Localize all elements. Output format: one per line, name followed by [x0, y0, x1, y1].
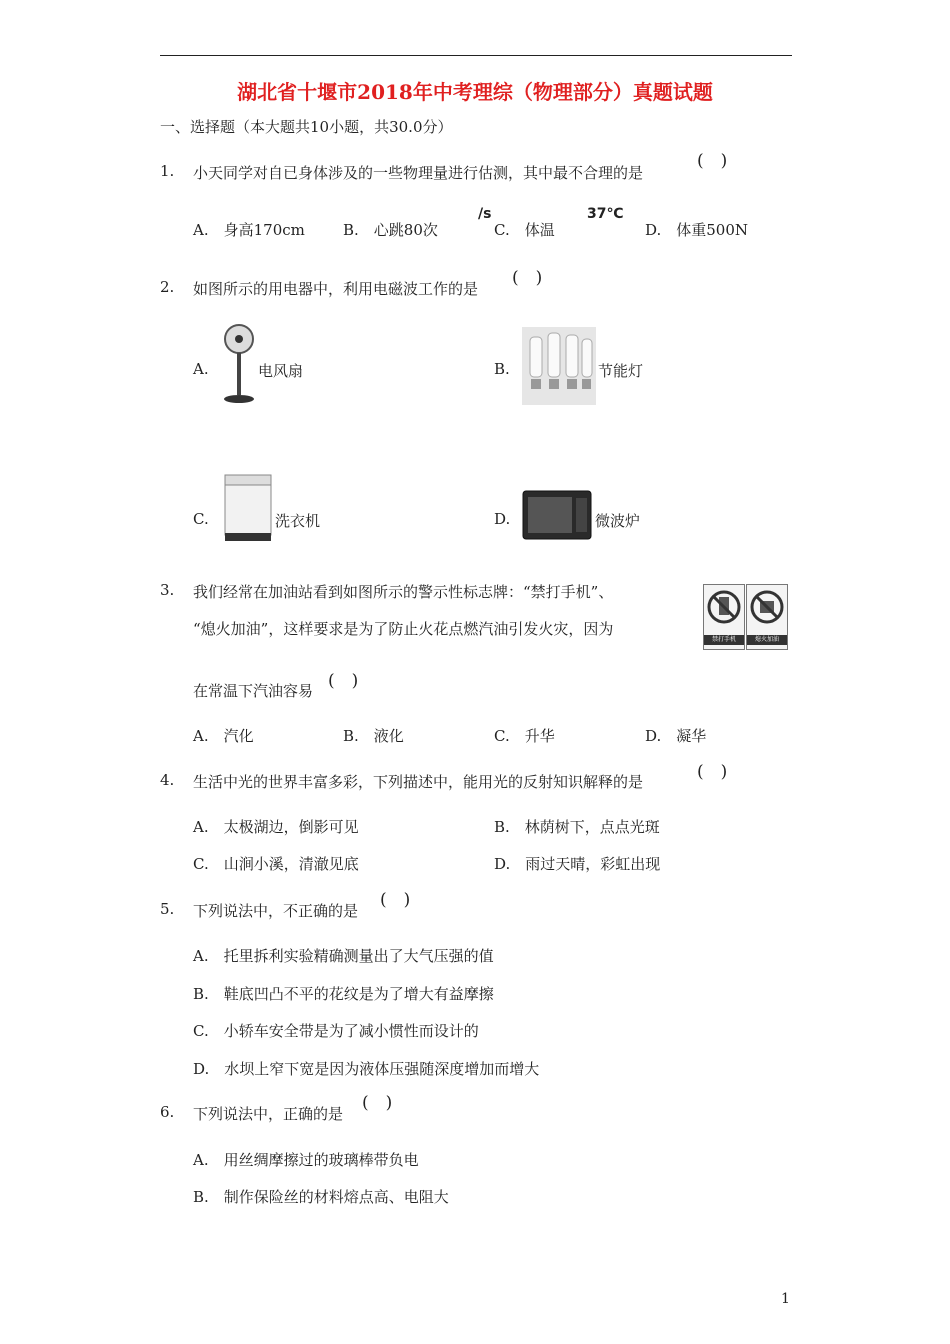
q2-option-c-label: 洗衣机	[275, 512, 321, 530]
q6-option-a: A. 用丝绸摩擦过的玻璃棒带负电	[193, 1151, 419, 1169]
q1-option-a: A. 身高170cm	[193, 221, 305, 239]
header-rule	[160, 55, 792, 56]
q4-option-d: D. 雨过天晴，彩虹出现	[494, 855, 661, 873]
q5-stem: 下列说法中，不正确的是	[193, 902, 359, 920]
q1-option-b-unit: /s	[478, 206, 492, 222]
page-number: 1	[781, 1291, 790, 1307]
energy-saving-lamp-image	[522, 327, 596, 405]
q2-option-b-letter: B.	[494, 360, 510, 378]
q3-line-3: 在常温下汽油容易	[193, 682, 314, 700]
q1-option-b: B. 心跳80次	[343, 221, 438, 239]
q6-stem: 下列说法中，正确的是	[193, 1105, 344, 1123]
q1-option-c-value: 37℃	[587, 206, 624, 222]
q4-number: 4.	[160, 771, 175, 789]
q5-option-d: D. 水坝上窄下宽是因为液体压强随深度增加而增大	[193, 1060, 540, 1078]
q1-stem: 小天同学对自已身体涉及的一些物理量进行估测，其中最不合理的是	[193, 164, 644, 182]
q5-option-a: A. 托里拆利实验精确测量出了大气压强的值	[193, 947, 494, 965]
q3-option-a: A. 汽化	[193, 727, 254, 745]
q2-option-d-label: 微波炉	[595, 512, 641, 530]
q1-option-c: C. 体温	[494, 221, 555, 239]
q5-option-b: B. 鞋底凹凸不平的花纹是为了增大有益摩擦	[193, 985, 494, 1003]
q1-number: 1.	[160, 162, 175, 180]
engine-off-sign	[746, 584, 788, 650]
no-phone-sign	[703, 584, 745, 650]
q4-answer-paren: ( )	[697, 762, 728, 782]
q6-number: 6.	[160, 1103, 175, 1121]
q4-option-b: B. 林荫树下，点点光斑	[494, 818, 660, 836]
q5-number: 5.	[160, 900, 175, 918]
q3-option-c: C. 升华	[494, 727, 555, 745]
engine-off-icon	[747, 585, 787, 631]
q6-option-b: B. 制作保险丝的材料熔点高、电阻大	[193, 1188, 449, 1206]
q2-answer-paren: ( )	[512, 268, 543, 288]
q3-answer-paren: ( )	[328, 671, 359, 691]
engine-off-sign-label: 熄火加油	[747, 635, 787, 645]
q2-option-a-letter: A.	[193, 360, 209, 378]
q4-option-a: A. 太极湖边，倒影可见	[193, 818, 359, 836]
q2-option-b-label: 节能灯	[598, 362, 644, 380]
q5-option-c: C. 小轿车安全带是为了减小惯性而设计的	[193, 1022, 479, 1040]
q2-option-d-letter: D.	[494, 510, 511, 528]
q1-answer-paren: ( )	[697, 151, 728, 171]
q5-answer-paren: ( )	[380, 890, 411, 910]
section-heading: 一、选择题（本大题共10小题，共30.0分）	[160, 118, 453, 136]
q2-option-c-letter: C.	[193, 510, 209, 528]
q3-option-b: B. 液化	[343, 727, 404, 745]
q2-stem: 如图所示的用电器中，利用电磁波工作的是	[193, 280, 479, 298]
document-title: 湖北省十堰市2018年中考理综（物理部分）真题试题	[237, 80, 713, 104]
q4-stem: 生活中光的世界丰富多彩，下列描述中，能用光的反射知识解释的是	[193, 773, 644, 791]
no-phone-sign-label: 禁打手机	[704, 635, 744, 645]
no-phone-icon	[704, 585, 744, 631]
q2-number: 2.	[160, 278, 175, 296]
q3-number: 3.	[160, 581, 175, 599]
q4-option-c: C. 山涧小溪，清澈见底	[193, 855, 359, 873]
q3-line-1: 我们经常在加油站看到如图所示的警示性标志牌：“禁打手机”、	[193, 583, 614, 601]
washing-machine-image	[223, 473, 273, 543]
q6-answer-paren: ( )	[362, 1093, 393, 1113]
q2-option-a-label: 电风扇	[258, 362, 304, 380]
q3-option-d: D. 凝华	[645, 727, 707, 745]
q3-line-2: “熄火加油”，这样要求是为了防止火花点燃汽油引发火灾，因为	[193, 620, 614, 638]
q1-option-d: D. 体重500N	[645, 221, 749, 239]
electric-fan-image	[215, 323, 257, 405]
microwave-oven-image	[522, 490, 592, 540]
